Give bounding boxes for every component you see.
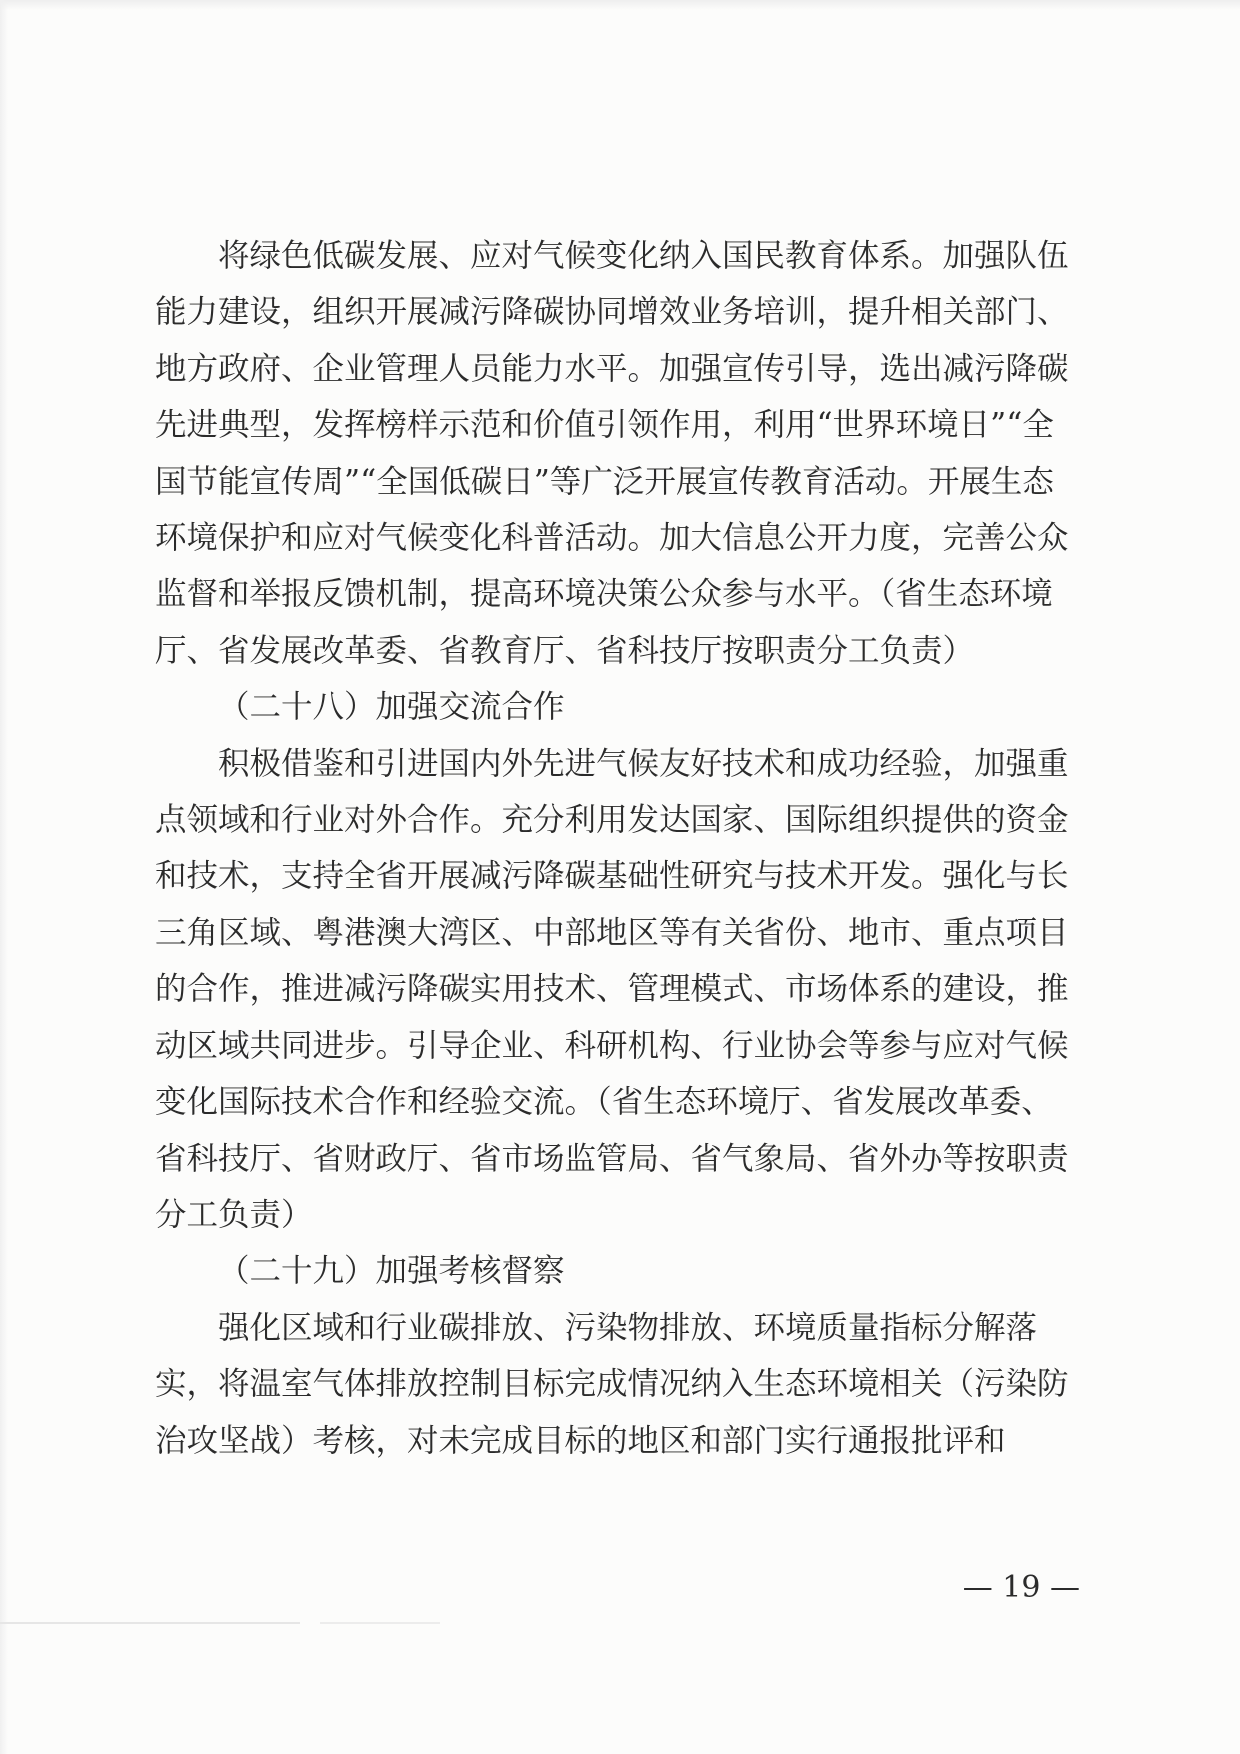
paragraph-assessment-supervision: 强化区域和行业碳排放、污染物排放、环境质量指标分解落实，将温室气体排放控制目标完成情况纳入生态环境相关（污染防治攻坚战）考核，对未完成目标的地区和部门实行通报批评和 [155,1309,1069,1459]
page-number: — 19 — [962,1570,1080,1605]
section-heading-exchange-cooperation: （二十八）加强交流合作 [218,689,565,726]
scan-artifact-line [320,1622,440,1624]
document-body [155,228,1075,1469]
paragraph-exchange-cooperation: 积极借鉴和引进国内外先进气候友好技术和成功经验，加强重点领域和行业对外合作。充分利用发达国家、国际组织提供的资金和技术，支持全省开展减污降碳基础性研究与技术开发。强化与长三角区域、粤港澳大湾区、中部地区等有关省份、地市、重点项目的合作，推进减污降碳实用技术、管理模式、市场体系的建设，推动区域共同进步。引导企业、科研机构、行业协会等参与应对气候变化国际技术合作和经验交流。（省生态环境厅、省发展改革委、省科技厅、省财政厅、省市场监管局、省气象局、省外办等按职责分工负责） [155,745,1069,1233]
scan-edge-left [0,0,8,1754]
scan-artifact-line [0,1622,300,1624]
scan-edge-top [0,0,1240,10]
section-heading-assessment-supervision: （二十九）加强考核督察 [218,1253,565,1290]
paragraph-education-publicity: 将绿色低碳发展、应对气候变化纳入国民教育体系。加强队伍能力建设，组织开展减污降碳协同增效业务培训，提升相关部门、地方政府、企业管理人员能力水平。加强宣传引导，选出减污降碳先进典型，发挥榜样示范和价值引领作用，利用“世界环境日”“全国节能宣传周”“全国低碳日”等广泛开展宣传教育活动。开展生态环境保护和应对气候变化科普活动。加大信息公开力度，完善公众监督和举报反馈机制，提高环境决策公众参与水平。（省生态环境厅、省发展改革委、省教育厅、省科技厅按职责分工负责） [155,238,1069,669]
